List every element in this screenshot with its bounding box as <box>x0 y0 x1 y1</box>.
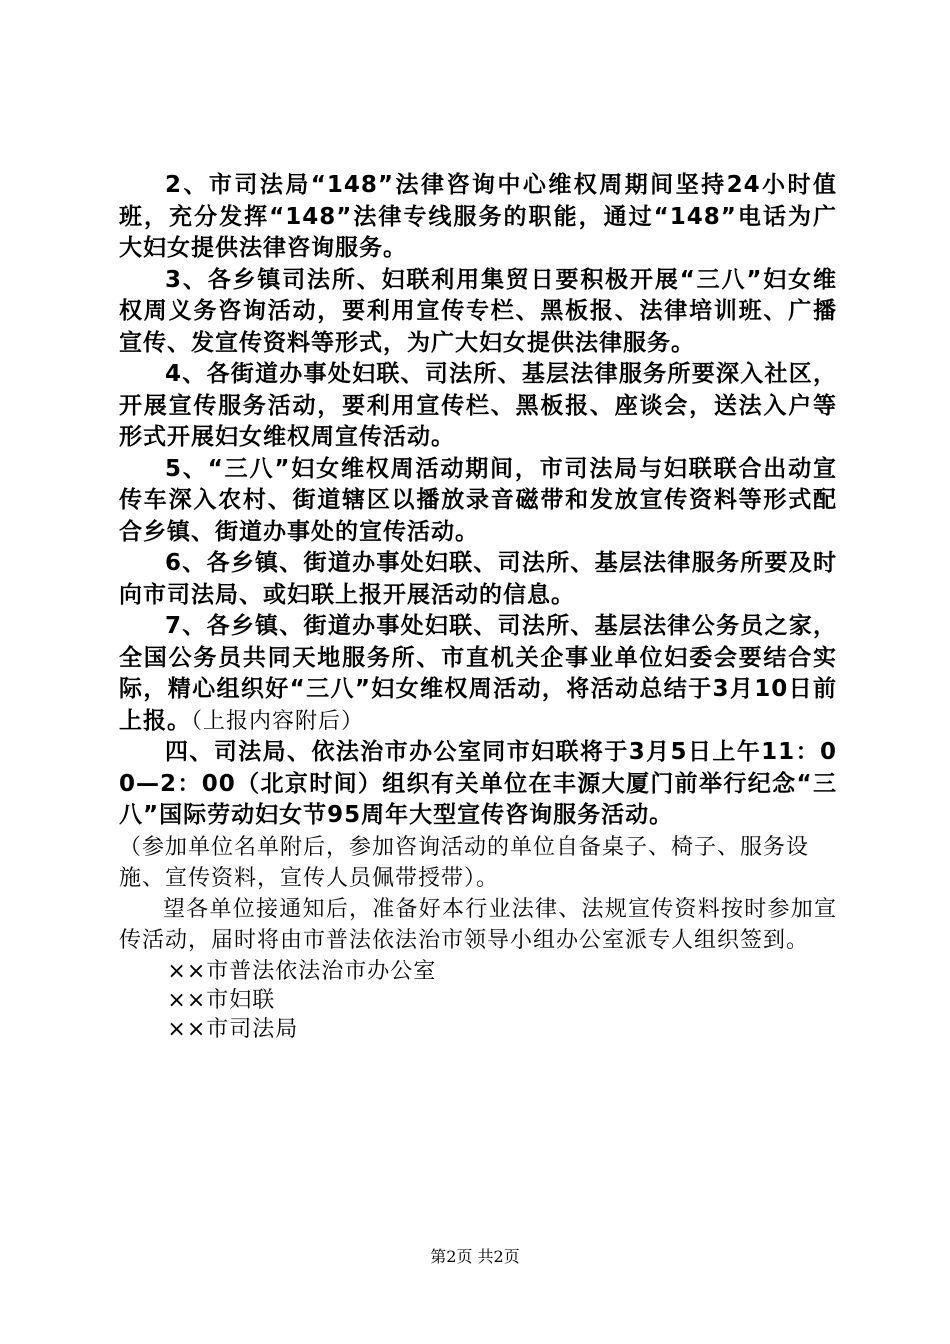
paragraph-item-4: 4、各街道办事处妇联、司法所、基层法律服务所要深入社区，开展宣传服务活动，要利用宣传栏、黑板报、座谈会，送法入户等形式开展妇女维权周宣传活动。 <box>119 361 837 450</box>
paragraph-item-5: 5、“三八”妇女维权周活动期间，市司法局与妇联联合出动宣传车深入农村、街道辖区以播放录音磁带和发放宣传资料等形式配合乡镇、街道办事处的宣传活动。 <box>119 455 837 545</box>
document-body <box>119 170 837 1044</box>
paragraph-section-four-note: （参加单位名单附后，参加咨询活动的单位自备桌子、椅子、服务设施、宣传资料，宣传人员佩带授带）。 <box>119 834 810 891</box>
paragraph-section-four: 四、司法局、依法治市办公室同市妇联将于3月5日上午11：00—2：00（北京时间）组织有关单位在丰源大厦门前举行纪念“三八”国际劳动妇女节95周年大型宣传咨询服务活动。 <box>119 739 837 828</box>
signature-womens-federation: ××市妇联 <box>167 987 276 1013</box>
signature-justice-bureau: ××市司法局 <box>167 1016 299 1042</box>
page-footer: 第2页 共2页 <box>430 1247 520 1266</box>
signature-office: ××市普法依法治市办公室 <box>167 958 437 984</box>
paragraph-item-6: 6、各乡镇、街道办事处妇联、司法所、基层法律服务所要及时向市司法局、或妇联上报开展活动的信息。 <box>119 550 837 608</box>
paragraph-item-7-note: （上报内容附后） <box>191 708 365 734</box>
paragraph-item-7-text: 7、各乡镇、街道办事处妇联、司法所、基层法律公务员之家，全国公务员共同天地服务所、市直机关企事业单位妇委会要结合实际，精心组织好“三八”妇女维权周活动，将活动总结于3月10日前上报。 <box>119 613 837 734</box>
paragraph-item-7 <box>119 611 837 737</box>
paragraph-item-2: 2、市司法局“148”法律咨询中心维权周期间坚持24小时值班，充分发挥“148”法律专线服务的职能，通过“148”电话为广大妇女提供法律咨询服务。 <box>119 172 837 261</box>
closing-paragraph: 望各单位接通知后，准备好本行业法律、法规宣传资料按时参加宣传活动，届时将由市普法依法治市领导小组办公室派专人组织签到。 <box>119 896 837 953</box>
paragraph-item-3: 3、各乡镇司法所、妇联利用集贸日要积极开展“三八”妇女维权周义务咨询活动，要利用宣传专栏、黑板报、法律培训班、广播宣传、发宣传资料等形式，为广大妇女提供法律服务。 <box>119 266 837 356</box>
